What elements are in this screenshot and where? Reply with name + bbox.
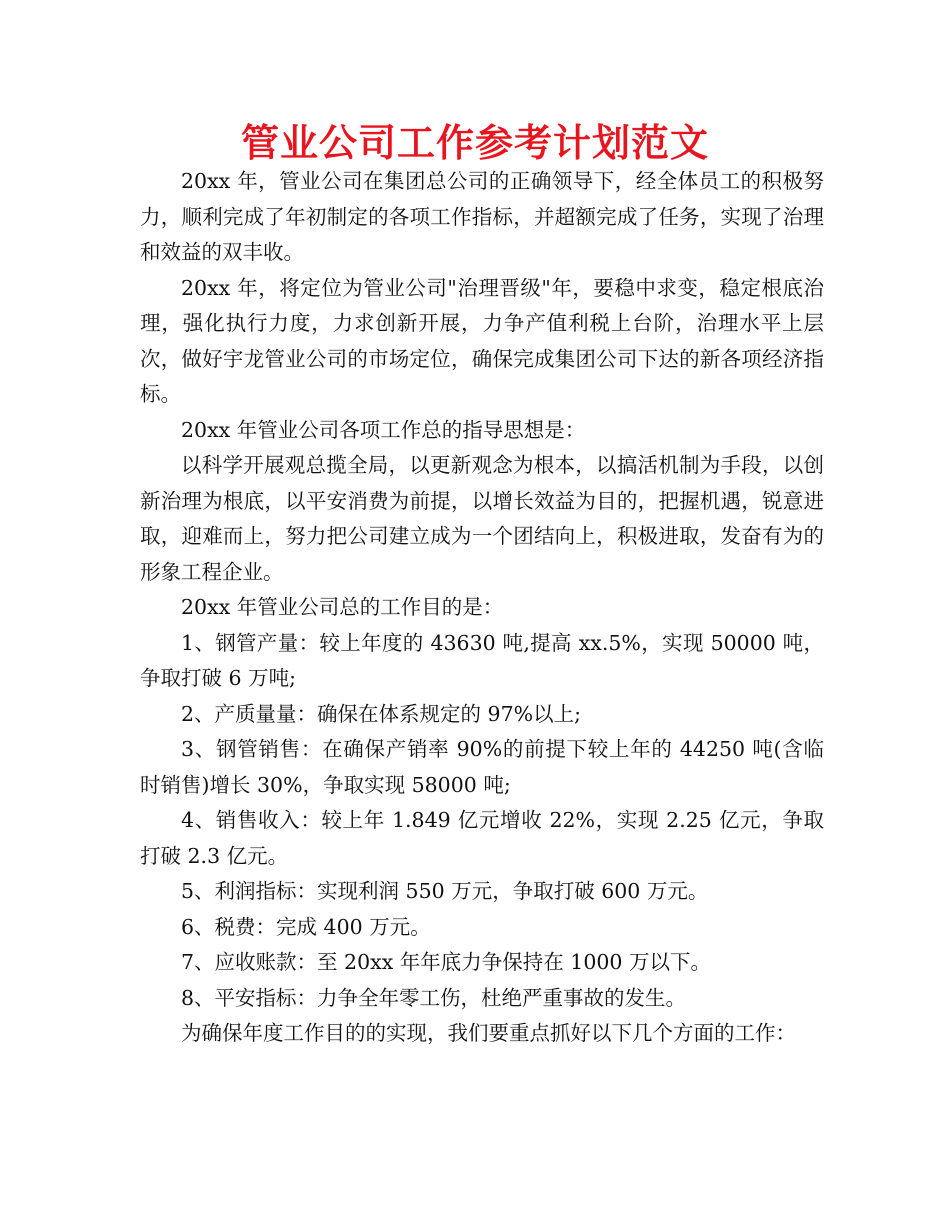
- paragraph-closing: 为确保年度工作目的的实现，我们要重点抓好以下几个方面的工作：: [181, 1021, 796, 1045]
- paragraph-guiding-heading: 20xx 年管业公司各项工作总的指导思想是：: [181, 417, 586, 442]
- goal-item-5: 5、利润指标：实现利润 550 万元，争取打破 600 万元。: [181, 879, 709, 903]
- paragraph-positioning: 20xx 年，将定位为管业公司"治理晋级"年，要稳中求变，稳定根底治理，强化执行力度，力求创新开展，力争产值利税上台阶，治理水平上层次，做好宇龙管业公司的市场定位，确保完成集团公司下达的新各项经济指标。: [140, 275, 824, 406]
- goal-item-7: 7、应收账款：至 20xx 年年底力争保持在 1000 万以下。: [181, 950, 711, 974]
- document-title: 管业公司工作参考计划范文: [240, 120, 709, 165]
- goal-item-3: 3、钢管销售：在确保产销率 90%的前提下较上年的 44250 吨(含临时销售)增长 30%，争取实现 58000 吨;: [140, 737, 824, 797]
- paragraph-goals-heading: 20xx 年管业公司总的工作目的是：: [181, 595, 504, 619]
- goal-item-2: 2、产质量量：确保在体系规定的 97%以上;: [181, 701, 582, 726]
- goal-item-6: 6、税费：完成 400 万元。: [181, 914, 431, 939]
- goal-item-8: 8、平安指标：力争全年零工伤，杜绝严重事故的发生。: [181, 985, 687, 1010]
- paragraph-guiding-thought: 以科学开展观总揽全局，以更新观念为根本，以搞活机制为手段，以创新治理为根底，以平安消费为前提，以增长效益为目的，把握机遇，锐意进取，迎难而上，努力把公司建立成为一个团结向上，积极进取，发奋有为的形象工程企业。: [140, 453, 824, 584]
- paragraph-intro: 20xx 年，管业公司在集团总公司的正确领导下，经全体员工的积极努力，顺利完成了年初制定的各项工作指标，并超额完成了任务，实现了治理和效益的双丰收。: [140, 169, 824, 264]
- document-body: [140, 164, 824, 1052]
- goal-item-4: 4、销售收入：较上年 1.849 亿元增收 22%，实现 2.25 亿元，争取打破 2.3 亿元。: [140, 808, 824, 868]
- goal-item-1: 1、钢管产量：较上年度的 43630 吨,提高 xx.5%，实现 50000 吨，争取打破 6 万吨;: [140, 630, 824, 690]
